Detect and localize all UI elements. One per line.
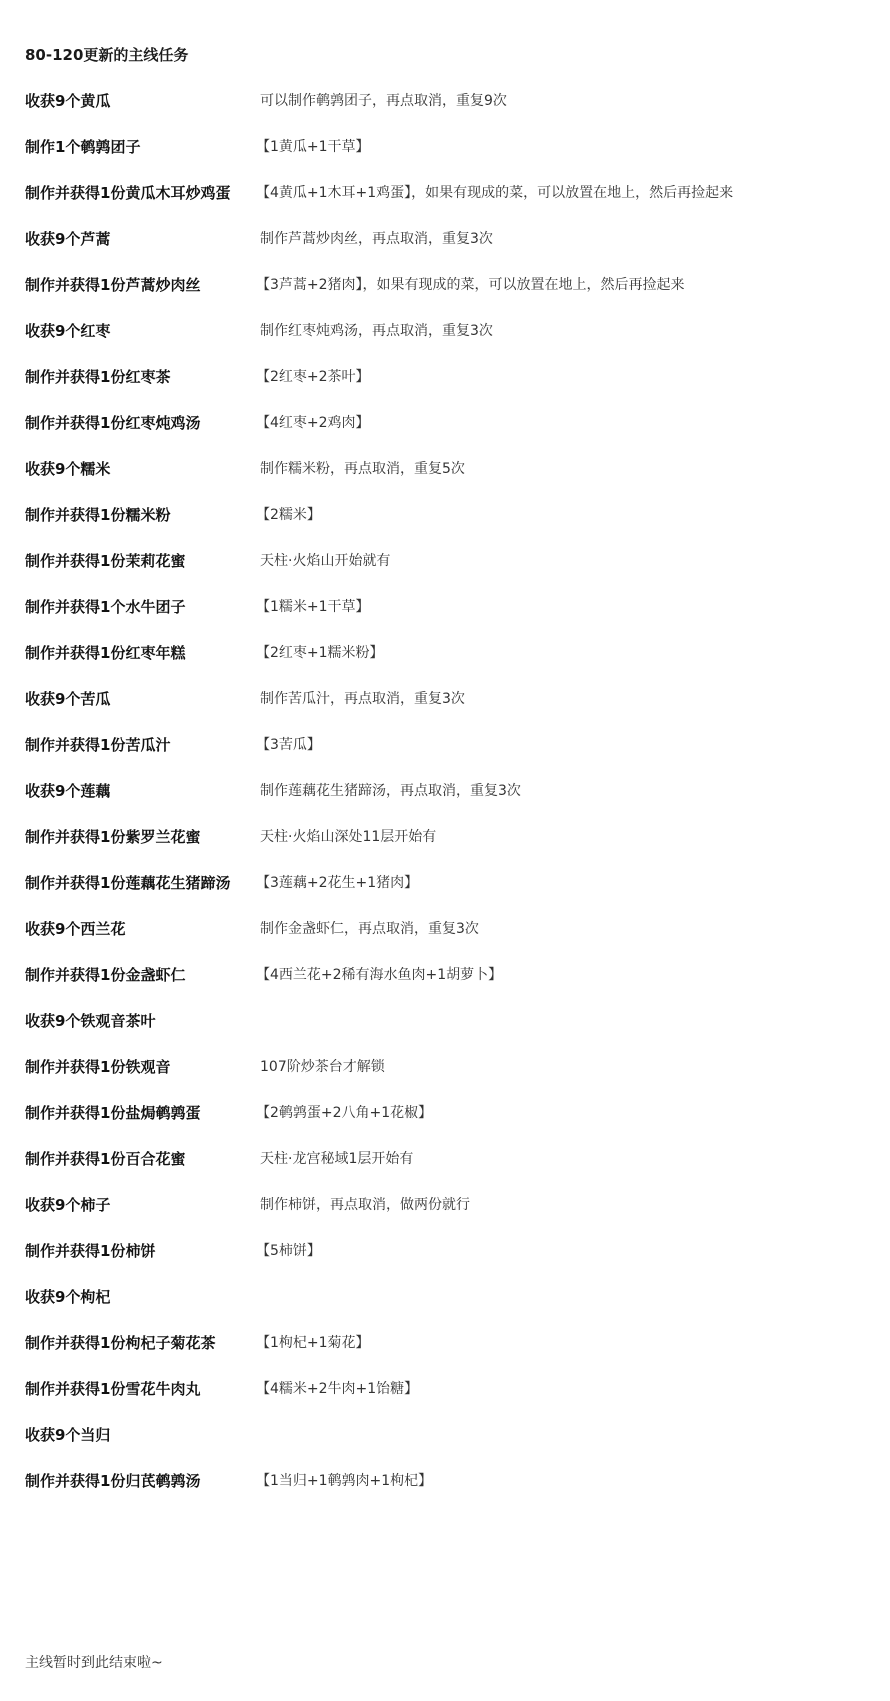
task-name: 收获9个苦瓜 <box>25 690 111 708</box>
task-row <box>25 688 875 710</box>
task-row <box>25 274 875 296</box>
task-row <box>25 228 875 250</box>
task-note: 【4西兰花+2稀有海水鱼肉+1胡萝卜】 <box>256 967 503 983</box>
task-row <box>25 734 875 756</box>
task-name: 收获9个枸杞 <box>25 1288 111 1306</box>
task-name: 制作并获得1份芦蒿炒肉丝 <box>25 276 201 294</box>
task-name: 制作并获得1份柿饼 <box>25 1242 156 1260</box>
task-row <box>25 1378 875 1400</box>
task-name: 收获9个柿子 <box>25 1196 111 1214</box>
task-name: 制作并获得1份雪花牛肉丸 <box>25 1380 201 1398</box>
task-row <box>25 918 875 940</box>
task-note: 制作红枣炖鸡汤，再点取消，重复3次 <box>260 323 493 339</box>
task-note: 制作糯米粉，再点取消，重复5次 <box>260 461 465 477</box>
task-note: 【4黄瓜+1木耳+1鸡蛋】，如果有现成的菜，可以放置在地上，然后再捡起来 <box>256 185 734 201</box>
task-note: 制作金盏虾仁，再点取消，重复3次 <box>260 921 479 937</box>
task-name: 制作并获得1份枸杞子菊花茶 <box>25 1334 216 1352</box>
task-row <box>25 1194 875 1216</box>
task-note: 【3莲藕+2花生+1猪肉】 <box>256 875 419 891</box>
task-note: 天柱·火焰山开始就有 <box>260 553 391 569</box>
task-note: 【2红枣+1糯米粉】 <box>256 645 384 661</box>
task-row <box>25 504 875 526</box>
task-note: 【1当归+1鹌鹑肉+1枸杞】 <box>256 1473 433 1489</box>
task-name: 制作并获得1个水牛团子 <box>25 598 186 616</box>
task-name: 收获9个铁观音茶叶 <box>25 1012 156 1030</box>
task-name: 制作并获得1份莲藕花生猪蹄汤 <box>25 874 231 892</box>
footer-note: 主线暂时到此结束啦~ <box>25 1655 163 1671</box>
task-row <box>25 1470 875 1492</box>
task-note: 【3芦蒿+2猪肉】，如果有现成的菜，可以放置在地上，然后再捡起来 <box>256 277 685 293</box>
task-row <box>25 1240 875 1262</box>
task-note: 【4红枣+2鸡肉】 <box>256 415 370 431</box>
task-note: 制作莲藕花生猪蹄汤，再点取消，重复3次 <box>260 783 521 799</box>
task-name: 收获9个红枣 <box>25 322 111 340</box>
task-name: 收获9个芦蒿 <box>25 230 111 248</box>
task-note: 【1枸杞+1菊花】 <box>256 1335 370 1351</box>
task-row <box>25 1010 875 1032</box>
task-name: 制作并获得1份百合花蜜 <box>25 1150 186 1168</box>
task-note: 天柱·龙宫秘域1层开始有 <box>260 1151 414 1167</box>
task-note: 【1糯米+1干草】 <box>256 599 370 615</box>
task-row <box>25 458 875 480</box>
task-name: 制作并获得1份铁观音 <box>25 1058 171 1076</box>
task-row <box>25 642 875 664</box>
task-row <box>25 1056 875 1078</box>
task-name: 制作并获得1份苦瓜汁 <box>25 736 171 754</box>
task-note: 【4糯米+2牛肉+1饴糖】 <box>256 1381 419 1397</box>
task-note: 【2鹌鹑蛋+2八角+1花椒】 <box>256 1105 433 1121</box>
task-name: 制作并获得1份盐焗鹌鹑蛋 <box>25 1104 201 1122</box>
task-note: 107阶炒茶台才解锁 <box>260 1059 385 1075</box>
task-note: 制作芦蒿炒肉丝，再点取消，重复3次 <box>260 231 493 247</box>
task-row <box>25 826 875 848</box>
task-row <box>25 1332 875 1354</box>
task-note: 【2红枣+2茶叶】 <box>256 369 370 385</box>
task-note: 【1黄瓜+1干草】 <box>256 139 370 155</box>
task-name: 收获9个当归 <box>25 1426 111 1444</box>
task-row <box>25 412 875 434</box>
task-row <box>25 136 875 158</box>
task-name: 收获9个莲藕 <box>25 782 111 800</box>
task-row <box>25 1424 875 1446</box>
task-note: 制作柿饼，再点取消，做两份就行 <box>260 1197 470 1213</box>
task-row <box>25 550 875 572</box>
task-name: 制作并获得1份红枣年糕 <box>25 644 186 662</box>
task-row <box>25 182 875 204</box>
task-row <box>25 780 875 802</box>
task-note: 制作苦瓜汁，再点取消，重复3次 <box>260 691 465 707</box>
task-name: 制作并获得1份糯米粉 <box>25 506 171 524</box>
task-row <box>25 872 875 894</box>
task-row <box>25 1286 875 1308</box>
task-name: 制作并获得1份紫罗兰花蜜 <box>25 828 201 846</box>
task-row <box>25 1102 875 1124</box>
task-note: 【2糯米】 <box>256 507 321 523</box>
task-row <box>25 320 875 342</box>
task-name: 制作并获得1份红枣茶 <box>25 368 171 386</box>
task-name: 收获9个糯米 <box>25 460 111 478</box>
task-note: 天柱·火焰山深处11层开始有 <box>260 829 437 845</box>
task-name: 收获9个西兰花 <box>25 920 126 938</box>
task-name: 收获9个黄瓜 <box>25 92 111 110</box>
task-row <box>25 366 875 388</box>
task-name: 制作并获得1份黄瓜木耳炒鸡蛋 <box>25 184 231 202</box>
task-row <box>25 964 875 986</box>
task-note: 可以制作鹌鹑团子，再点取消，重复9次 <box>260 93 507 109</box>
task-row <box>25 596 875 618</box>
task-name: 制作并获得1份红枣炖鸡汤 <box>25 414 201 432</box>
task-name: 制作并获得1份金盏虾仁 <box>25 966 186 984</box>
task-row <box>25 90 875 112</box>
page-title: 80-120更新的主线任务 <box>25 46 189 64</box>
task-name: 制作并获得1份归芪鹌鹑汤 <box>25 1472 201 1490</box>
task-name: 制作1个鹌鹑团子 <box>25 138 141 156</box>
task-note: 【3苦瓜】 <box>256 737 321 753</box>
task-row <box>25 1148 875 1170</box>
task-note: 【5柿饼】 <box>256 1243 321 1259</box>
task-name: 制作并获得1份茉莉花蜜 <box>25 552 186 570</box>
